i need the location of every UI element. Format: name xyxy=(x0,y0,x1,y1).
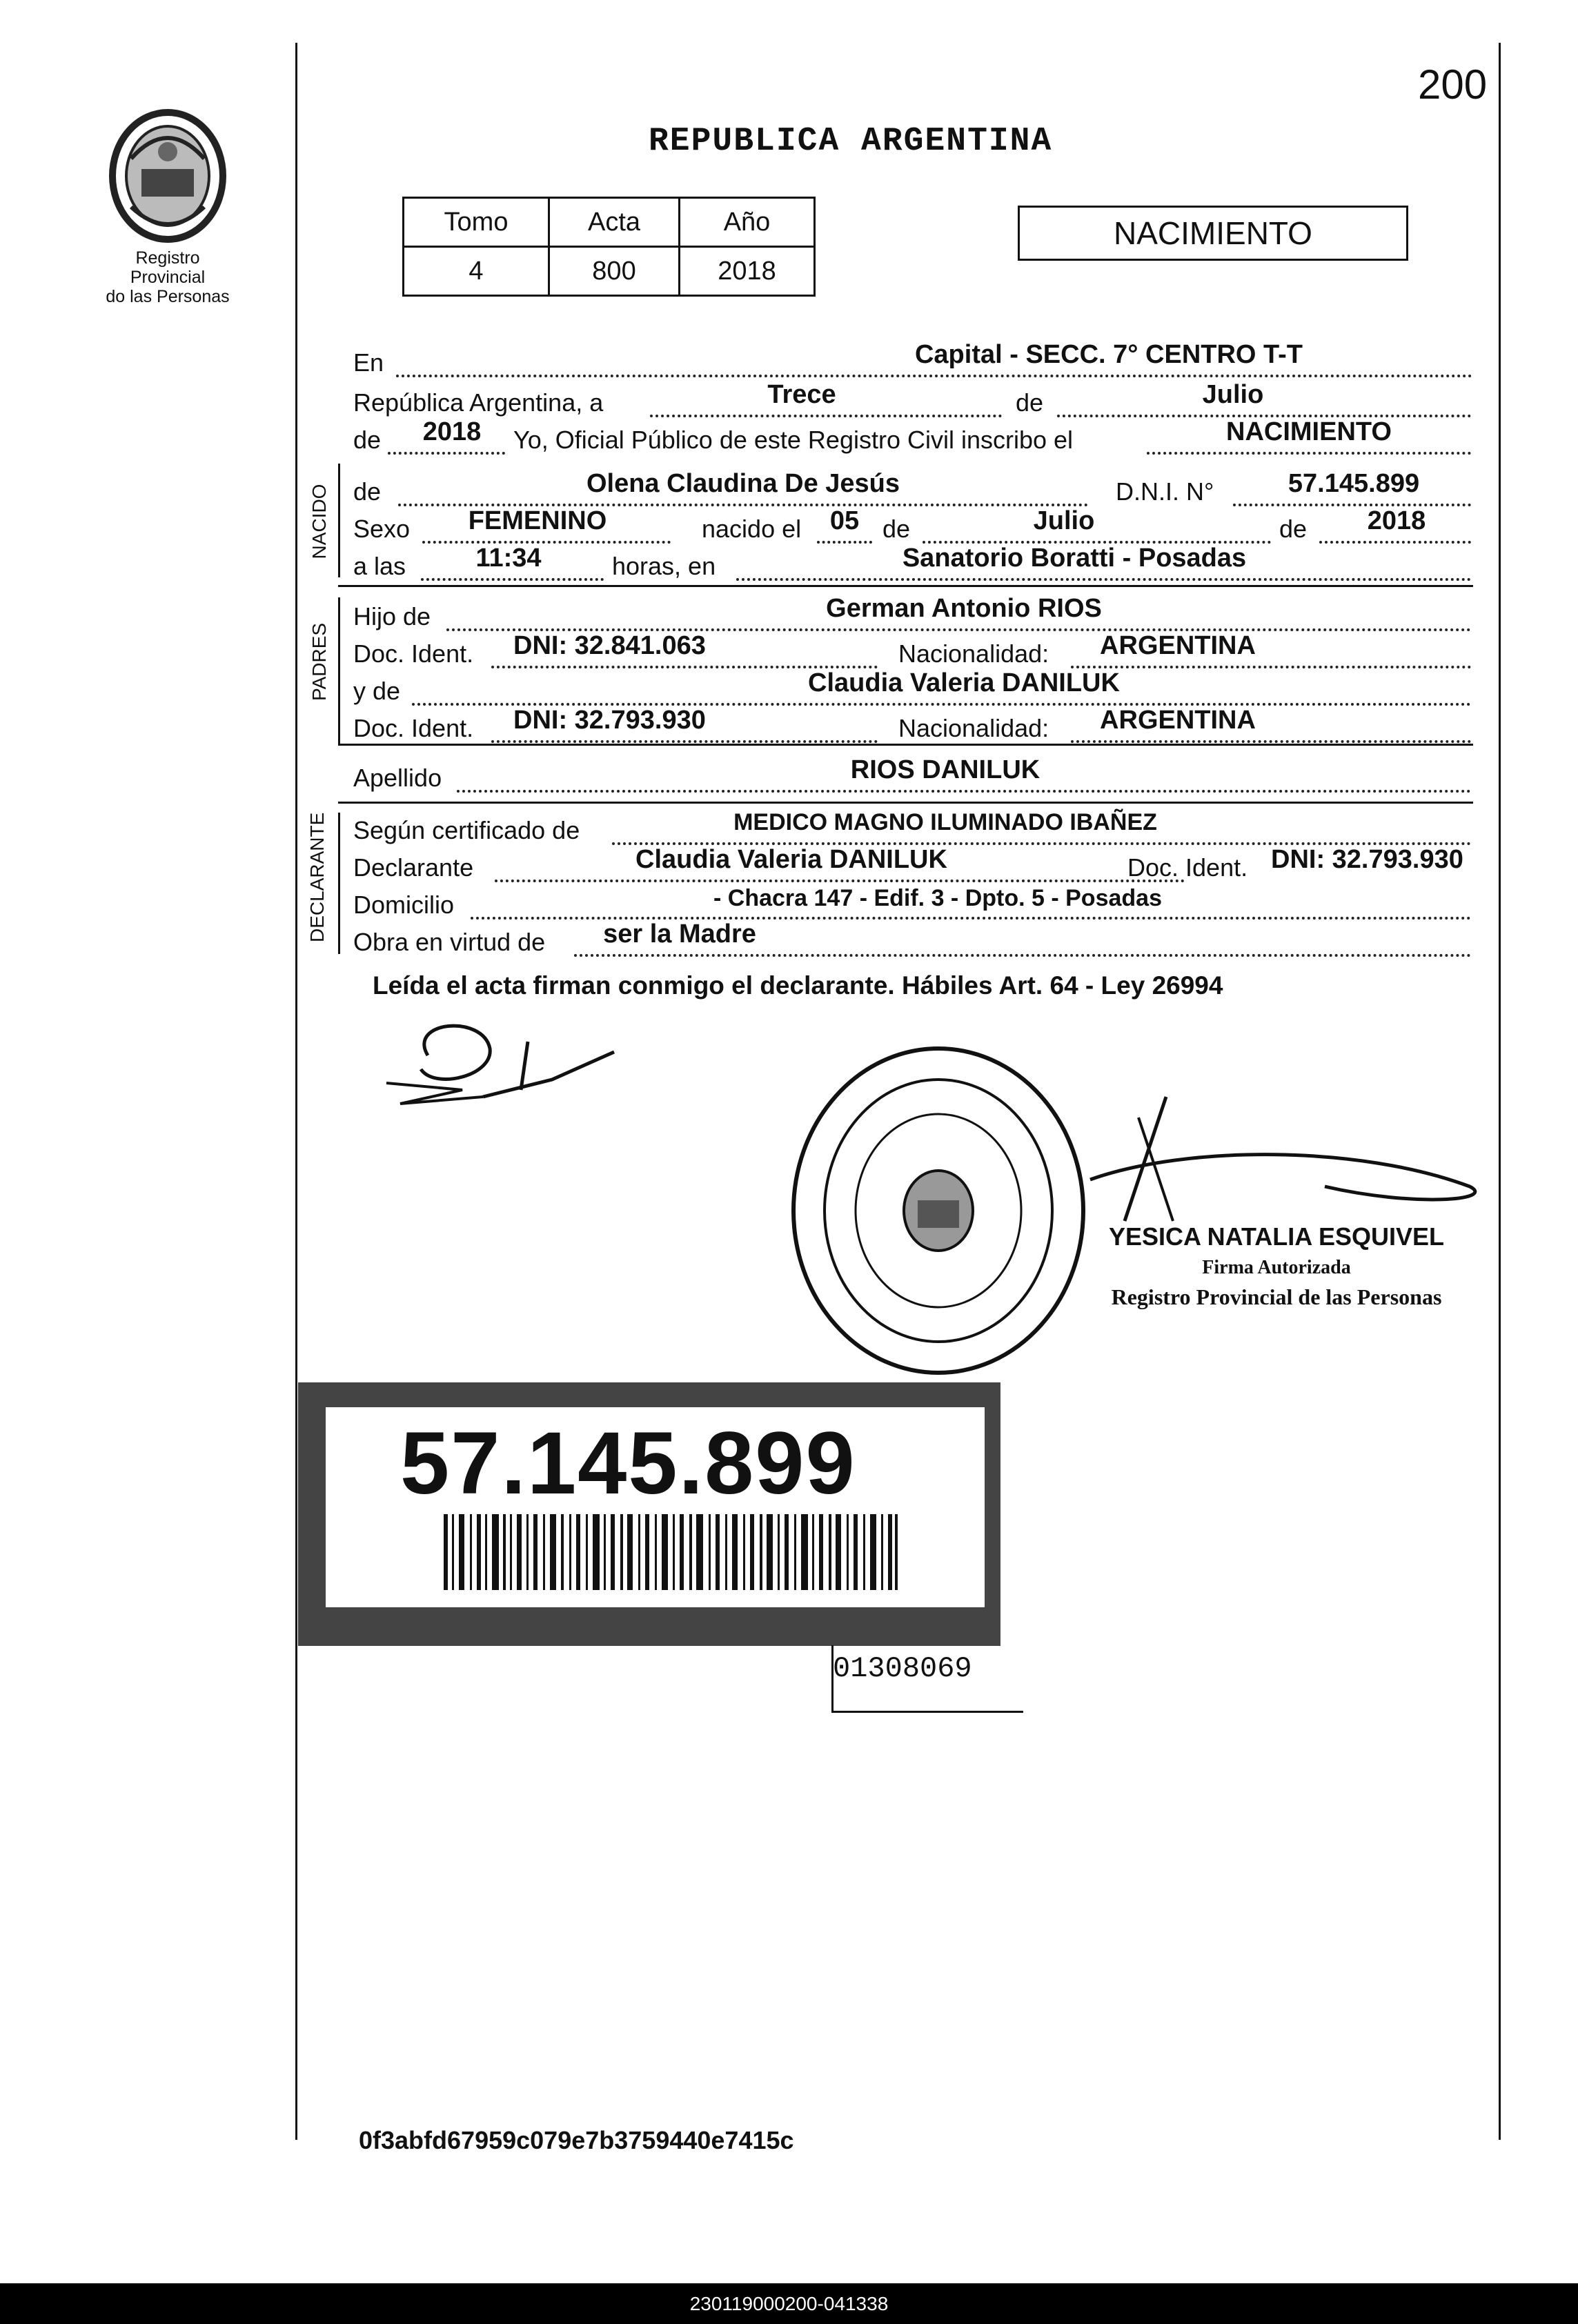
logo-caption-line2: do las Personas xyxy=(106,287,230,306)
madre-doc: DNI: 32.793.930 xyxy=(513,706,706,735)
apellido-value: RIOS DANILUK xyxy=(850,755,1041,784)
serial-stamp-number: 01308069 xyxy=(833,1652,972,1685)
nacido-section-label: NACIDO xyxy=(308,484,330,559)
left-margin-line xyxy=(295,43,297,2140)
padres-section-label: PADRES xyxy=(308,622,330,701)
nacido-de-label: de xyxy=(353,477,382,506)
sticker-dni-number: 57.145.899 xyxy=(400,1414,856,1513)
domicilio-value: - Chacra 147 - Edif. 3 - Dpto. 5 - Posadas xyxy=(713,885,1162,911)
declarante-nombre: Claudia Valeria DANILUK xyxy=(635,845,947,874)
value-tomo: 4 xyxy=(404,247,549,296)
declarante-signature-icon xyxy=(379,1014,628,1124)
de-label-2: de xyxy=(353,426,382,454)
padre-doc-label: Doc. Ident. xyxy=(353,639,474,668)
official-name: YESICA NATALIA ESQUIVEL xyxy=(1108,1222,1445,1251)
declarante-doc: DNI: 32.793.930 xyxy=(1271,845,1463,874)
anio-value: 2018 xyxy=(422,417,482,446)
en-label: En xyxy=(353,348,384,377)
record-table xyxy=(402,197,816,297)
logo-caption-line1: Registro Provincial xyxy=(130,248,206,287)
nacido-de-label-3: de xyxy=(1279,515,1308,543)
madre-nombre: Claudia Valeria DANILUK xyxy=(808,668,1120,697)
inscripcion-value: NACIMIENTO xyxy=(1226,417,1392,446)
domicilio-label: Domicilio xyxy=(353,891,455,919)
province-logo xyxy=(103,103,232,306)
declarante-doc-label: Doc. Ident. xyxy=(1127,853,1248,882)
padre-nombre: German Antonio RIOS xyxy=(826,594,1102,623)
madre-nacionalidad: ARGENTINA xyxy=(1100,706,1256,735)
dia-value: Trece xyxy=(767,380,836,409)
right-margin-line xyxy=(1499,43,1501,2140)
nacido-lugar: Sanatorio Boratti - Posadas xyxy=(902,544,1247,573)
nacido-mes: Julio xyxy=(1033,506,1095,535)
de-label-1: de xyxy=(1016,388,1044,417)
hijo-de-label: Hijo de xyxy=(353,602,431,630)
official-signature-icon xyxy=(1083,1090,1497,1228)
padre-nac-label: Nacionalidad: xyxy=(898,639,1049,668)
madre-nac-label: Nacionalidad: xyxy=(898,714,1049,742)
a-las-label: a las xyxy=(353,552,406,580)
nacido-el-label: nacido el xyxy=(702,515,802,543)
dni-label: D.N.I. N° xyxy=(1116,477,1214,506)
footer-code: 230119000200-041338 xyxy=(0,2283,1578,2324)
apellido-label: Apellido xyxy=(353,764,442,792)
record-type-box: NACIMIENTO xyxy=(1018,206,1408,261)
page-number: 200 xyxy=(1418,61,1488,108)
document-title: REPUBLICA ARGENTINA xyxy=(649,123,1053,160)
official-office: Registro Provincial de las Personas xyxy=(1111,1284,1442,1309)
padre-nacionalidad: ARGENTINA xyxy=(1100,631,1256,660)
nacido-de-label-2: de xyxy=(882,515,911,543)
nacido-anio: 2018 xyxy=(1367,506,1426,535)
declarante-label: Declarante xyxy=(353,853,474,882)
value-anio: 2018 xyxy=(680,247,815,296)
misiones-crest-icon xyxy=(103,103,232,248)
lugar-value: Capital - SECC. 7° CENTRO T-T xyxy=(914,340,1303,369)
certificado-value: MEDICO MAGNO ILUMINADO IBAÑEZ xyxy=(733,809,1157,835)
nacido-dni: 57.145.899 xyxy=(1288,469,1420,498)
header-tomo: Tomo xyxy=(404,198,549,247)
y-de-label: y de xyxy=(353,677,401,705)
barcode-icon xyxy=(444,1514,899,1590)
nacido-hora: 11:34 xyxy=(475,544,542,573)
declarante-section-label: DECLARANTE xyxy=(306,812,328,942)
oficial-text: Yo, Oficial Público de este Registro Civil inscribo el xyxy=(513,426,1074,454)
value-acta: 800 xyxy=(549,247,680,296)
sexo-label: Sexo xyxy=(353,515,411,543)
nacido-dia: 05 xyxy=(829,506,860,535)
padre-doc: DNI: 32.841.063 xyxy=(513,631,706,660)
official-seal-icon xyxy=(783,1038,1094,1383)
header-anio: Año xyxy=(680,198,815,247)
mes-value: Julio xyxy=(1202,380,1264,409)
madre-doc-label: Doc. Ident. xyxy=(353,714,474,742)
obra-value: ser la Madre xyxy=(603,920,756,949)
obra-label: Obra en virtud de xyxy=(353,928,546,956)
nacido-nombre: Olena Claudina De Jesús xyxy=(586,469,900,498)
acta-leyenda: Leída el acta firman conmigo el declarante. Hábiles Art. 64 - Ley 26994 xyxy=(373,971,1223,1000)
official-role: Firma Autorizada xyxy=(1202,1257,1351,1278)
sexo-value: FEMENINO xyxy=(468,506,607,535)
document-hash: 0f3abfd67959c079e7b3759440e7415c xyxy=(359,2126,794,2154)
header-acta: Acta xyxy=(549,198,680,247)
horas-en-label: horas, en xyxy=(612,552,716,580)
segun-label: Según certificado de xyxy=(353,816,580,844)
republica-label: República Argentina, a xyxy=(353,388,604,417)
